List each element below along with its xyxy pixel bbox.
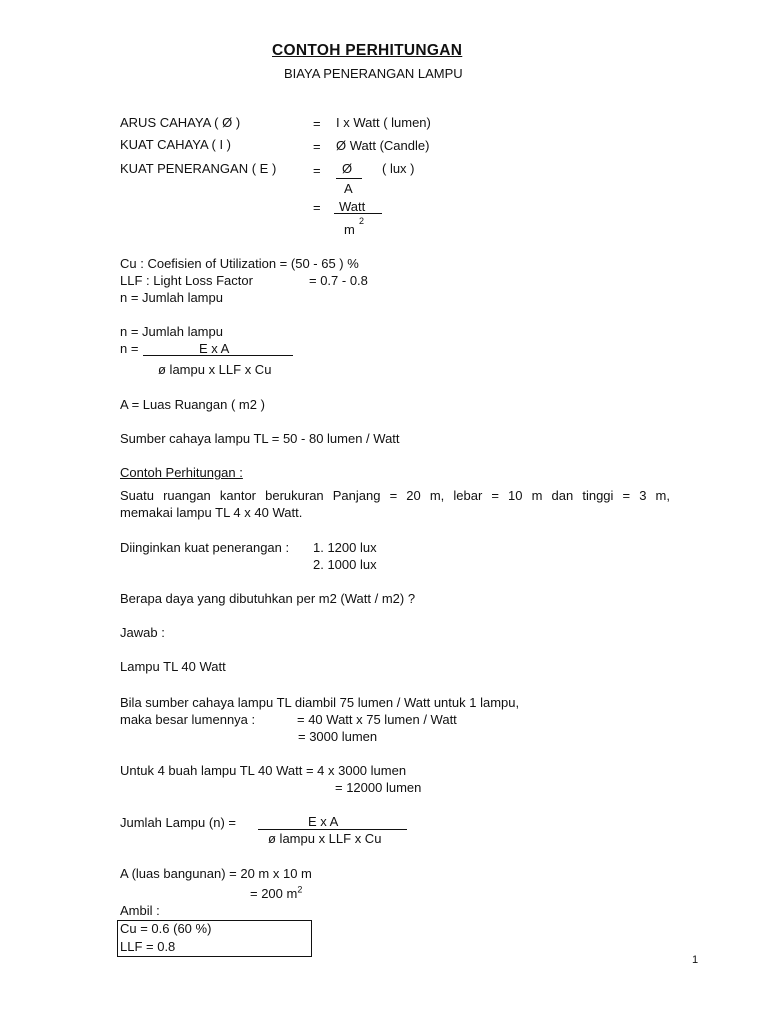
question: Berapa daya yang dibutuhkan per m2 (Watt / m2) ? <box>120 591 416 606</box>
lamp-type: Lampu TL 40 Watt <box>120 659 226 674</box>
desired-label: Diinginkan kuat penerangan : <box>120 540 290 555</box>
answer-heading: Jawab : <box>120 625 165 640</box>
lamp-count-numerator: E x A <box>308 814 339 829</box>
page-number: 1 <box>692 954 699 966</box>
n-formula-eq: n = <box>120 341 139 356</box>
example-line-2: memakai lampu TL 4 x 40 Watt. <box>120 505 303 520</box>
fraction1-denominator: A <box>344 181 353 196</box>
lamp-count-bar <box>258 829 407 830</box>
page-title: CONTOH PERHITUNGAN <box>272 42 463 59</box>
kuat-penerangan-label: KUAT PENERANGAN ( E ) <box>120 161 277 176</box>
fraction2-eq: = <box>313 200 321 215</box>
kuat-cahaya-value: Ø Watt (Candle) <box>336 138 430 153</box>
arus-cahaya-value: I x Watt ( lumen) <box>336 115 431 130</box>
desired-option-2: 2. 1000 lux <box>313 557 377 572</box>
fraction1-numerator: Ø <box>342 161 353 176</box>
fraction1-bar <box>336 178 362 179</box>
llf-value: = 0.7 - 0.8 <box>309 273 368 288</box>
fraction1-unit: ( lux ) <box>382 161 415 176</box>
area-calc-2-exponent: 2 <box>297 884 303 895</box>
cu-definition: Cu : Coefisien of Utilization = (50 - 65 ) % <box>120 256 359 271</box>
lumen-line-3: = 3000 lumen <box>298 729 378 744</box>
kuat-penerangan-eq: = <box>313 163 321 178</box>
fraction2-exponent: 2 <box>359 216 365 226</box>
example-heading: Contoh Perhitungan : <box>120 465 243 480</box>
example-line-1: Suatu ruangan kantor berukuran Panjang = 20 m, lebar = 10 m dan tinggi = 3 m, <box>120 488 670 503</box>
n-formula-numerator: E x A <box>199 341 230 356</box>
n-formula-bar <box>143 355 293 356</box>
light-source-info: Sumber cahaya lampu TL = 50 - 80 lumen / Watt <box>120 431 400 446</box>
fraction2-bar <box>334 213 382 214</box>
take-label: Ambil : <box>120 903 160 918</box>
llf-assumption: LLF = 0.8 <box>120 939 176 954</box>
cu-assumption: Cu = 0.6 (60 %) <box>120 921 212 936</box>
four-lamps-line-2: = 12000 lumen <box>335 780 422 795</box>
area-definition: A = Luas Ruangan ( m2 ) <box>120 397 265 412</box>
kuat-cahaya-eq: = <box>313 139 321 154</box>
page-subtitle: BIAYA PENERANGAN LAMPU <box>284 66 463 81</box>
n-definition-1: n = Jumlah lampu <box>120 290 223 305</box>
lamp-count-denominator: ø lampu x LLF x Cu <box>268 831 382 846</box>
fraction2-numerator: Watt <box>339 199 366 214</box>
lumen-line-2-value: = 40 Watt x 75 lumen / Watt <box>297 712 457 727</box>
kuat-cahaya-label: KUAT CAHAYA ( I ) <box>120 137 232 152</box>
area-calc-2-value: = 200 m <box>250 886 298 901</box>
arus-cahaya-label: ARUS CAHAYA ( Ø ) <box>120 115 241 130</box>
area-calc-1: A (luas bangunan) = 20 m x 10 m <box>120 866 312 881</box>
lamp-count-label: Jumlah Lampu (n) = <box>120 815 236 830</box>
lumen-line-1: Bila sumber cahaya lampu TL diambil 75 lumen / Watt untuk 1 lampu, <box>120 695 520 710</box>
four-lamps-line-1: Untuk 4 buah lampu TL 40 Watt = 4 x 3000 lumen <box>120 763 407 778</box>
llf-label: LLF : Light Loss Factor <box>120 273 253 288</box>
area-calc-2 <box>250 886 302 902</box>
n-formula-denominator: ø lampu x LLF x Cu <box>158 362 272 377</box>
fraction2-denominator: m <box>344 222 355 237</box>
n-definition-2: n = Jumlah lampu <box>120 324 223 339</box>
desired-option-1: 1. 1200 lux <box>313 540 377 555</box>
arus-cahaya-eq: = <box>313 116 321 131</box>
lumen-line-2-label: maka besar lumennya : <box>120 712 256 727</box>
